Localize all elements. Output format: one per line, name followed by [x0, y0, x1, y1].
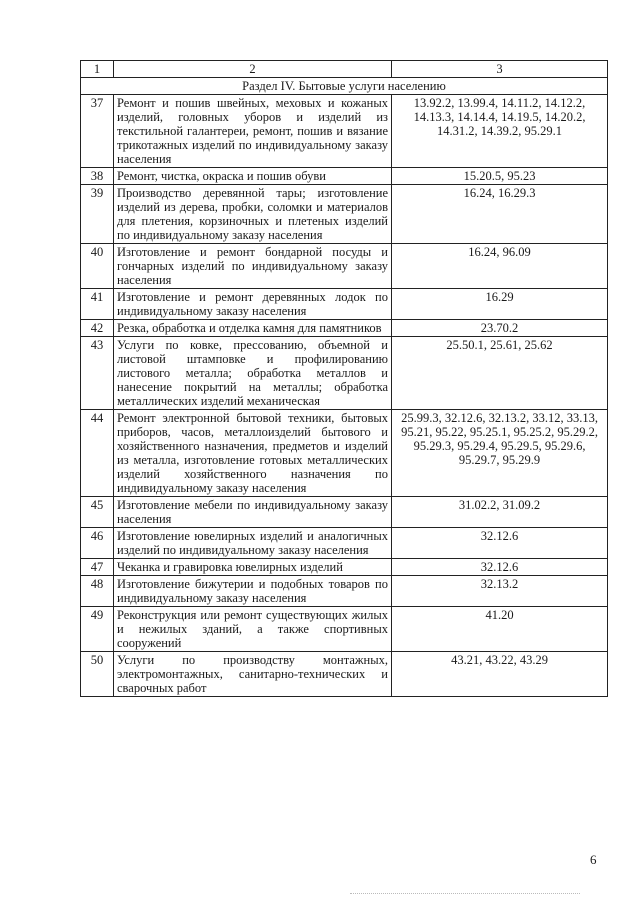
- row-number: 41: [81, 289, 114, 320]
- service-description: Услуги по производству монтажных, электромонтажных, санитарно-технических и сварочных работ: [114, 652, 392, 697]
- column-header-2: 2: [114, 61, 392, 78]
- table-row: [81, 337, 608, 410]
- table-row: [81, 289, 608, 320]
- row-number: 49: [81, 607, 114, 652]
- okved-codes: 32.12.6: [392, 559, 608, 576]
- column-header-3: 3: [392, 61, 608, 78]
- row-number: 40: [81, 244, 114, 289]
- column-header-1: 1: [81, 61, 114, 78]
- service-description: Изготовление бижутерии и подобных товаров по индивидуальному заказу населения: [114, 576, 392, 607]
- row-number: 47: [81, 559, 114, 576]
- service-description: Изготовление и ремонт деревянных лодок по индивидуальному заказу населения: [114, 289, 392, 320]
- service-description: Ремонт электронной бытовой техники, бытовых приборов, часов, металлоизделий бытового и хозяйственного назначения, предметов и изделий из металла, изготовление готовых металлических изделий хозяйственного назначения по индивидуальному заказу населения: [114, 410, 392, 497]
- row-number: 50: [81, 652, 114, 697]
- okved-codes: 31.02.2, 31.09.2: [392, 497, 608, 528]
- okved-codes: 23.70.2: [392, 320, 608, 337]
- okved-codes: 16.24, 16.29.3: [392, 185, 608, 244]
- row-number: 38: [81, 168, 114, 185]
- table-row: [81, 185, 608, 244]
- row-number: 48: [81, 576, 114, 607]
- section-row: [81, 78, 608, 95]
- okved-codes: 16.29: [392, 289, 608, 320]
- table-row: [81, 652, 608, 697]
- service-description: Услуги по ковке, прессованию, объемной и листовой штамповке и профилированию листового металла; обработка металлов и нанесение покрытий на металлы; обработка металлических изделий механическая: [114, 337, 392, 410]
- okved-codes: 32.13.2: [392, 576, 608, 607]
- page-number: 6: [590, 852, 597, 867]
- section-title: Раздел IV. Бытовые услуги населению: [81, 78, 608, 95]
- row-number: 39: [81, 185, 114, 244]
- okved-codes: 25.50.1, 25.61, 25.62: [392, 337, 608, 410]
- okved-codes: 13.92.2, 13.99.4, 14.11.2, 14.12.2, 14.13.3, 14.14.4, 14.19.5, 14.20.2, 14.31.2, 14.39.2, 95.29.1: [392, 95, 608, 168]
- row-number: 46: [81, 528, 114, 559]
- scan-artifact-line: [350, 893, 580, 894]
- table-row: [81, 497, 608, 528]
- table-row: [81, 607, 608, 652]
- okved-codes: 16.24, 96.09: [392, 244, 608, 289]
- table-row: [81, 576, 608, 607]
- row-number: 42: [81, 320, 114, 337]
- service-description: Ремонт, чистка, окраска и пошив обуви: [114, 168, 392, 185]
- service-description: Чеканка и гравировка ювелирных изделий: [114, 559, 392, 576]
- table-row: [81, 410, 608, 497]
- service-description: Изготовление ювелирных изделий и аналогичных изделий по индивидуальному заказу населения: [114, 528, 392, 559]
- okved-codes: 43.21, 43.22, 43.29: [392, 652, 608, 697]
- table-row: [81, 559, 608, 576]
- service-description: Изготовление и ремонт бондарной посуды и гончарных изделий по индивидуальному заказу населения: [114, 244, 392, 289]
- services-table: [80, 60, 608, 697]
- row-number: 37: [81, 95, 114, 168]
- table-row: [81, 244, 608, 289]
- service-description: Резка, обработка и отделка камня для памятников: [114, 320, 392, 337]
- okved-codes: 32.12.6: [392, 528, 608, 559]
- row-number: 45: [81, 497, 114, 528]
- service-description: Реконструкция или ремонт существующих жилых и нежилых зданий, а также спортивных сооружений: [114, 607, 392, 652]
- okved-codes: 15.20.5, 95.23: [392, 168, 608, 185]
- table-row: [81, 320, 608, 337]
- row-number: 44: [81, 410, 114, 497]
- okved-codes: 25.99.3, 32.12.6, 32.13.2, 33.12, 33.13, 95.21, 95.22, 95.25.1, 95.25.2, 95.29.2, 95.29.3, 95.29.4, 95.29.5, 95.29.6, 95.29.7, 95.29.9: [392, 410, 608, 497]
- table-row: [81, 95, 608, 168]
- okved-codes: 41.20: [392, 607, 608, 652]
- table-row: [81, 528, 608, 559]
- service-description: Изготовление мебели по индивидуальному заказу населения: [114, 497, 392, 528]
- service-description: Производство деревянной тары; изготовление изделий из дерева, пробки, соломки и материалов для плетения, корзиночных и плетеных изделий по индивидуальному заказу населения: [114, 185, 392, 244]
- table-row: [81, 168, 608, 185]
- column-header-row: [81, 61, 608, 78]
- service-description: Ремонт и пошив швейных, меховых и кожаных изделий, головных уборов и изделий из текстильной галантереи, ремонт, пошив и вязание трикотажных изделий по индивидуальному заказу населения: [114, 95, 392, 168]
- row-number: 43: [81, 337, 114, 410]
